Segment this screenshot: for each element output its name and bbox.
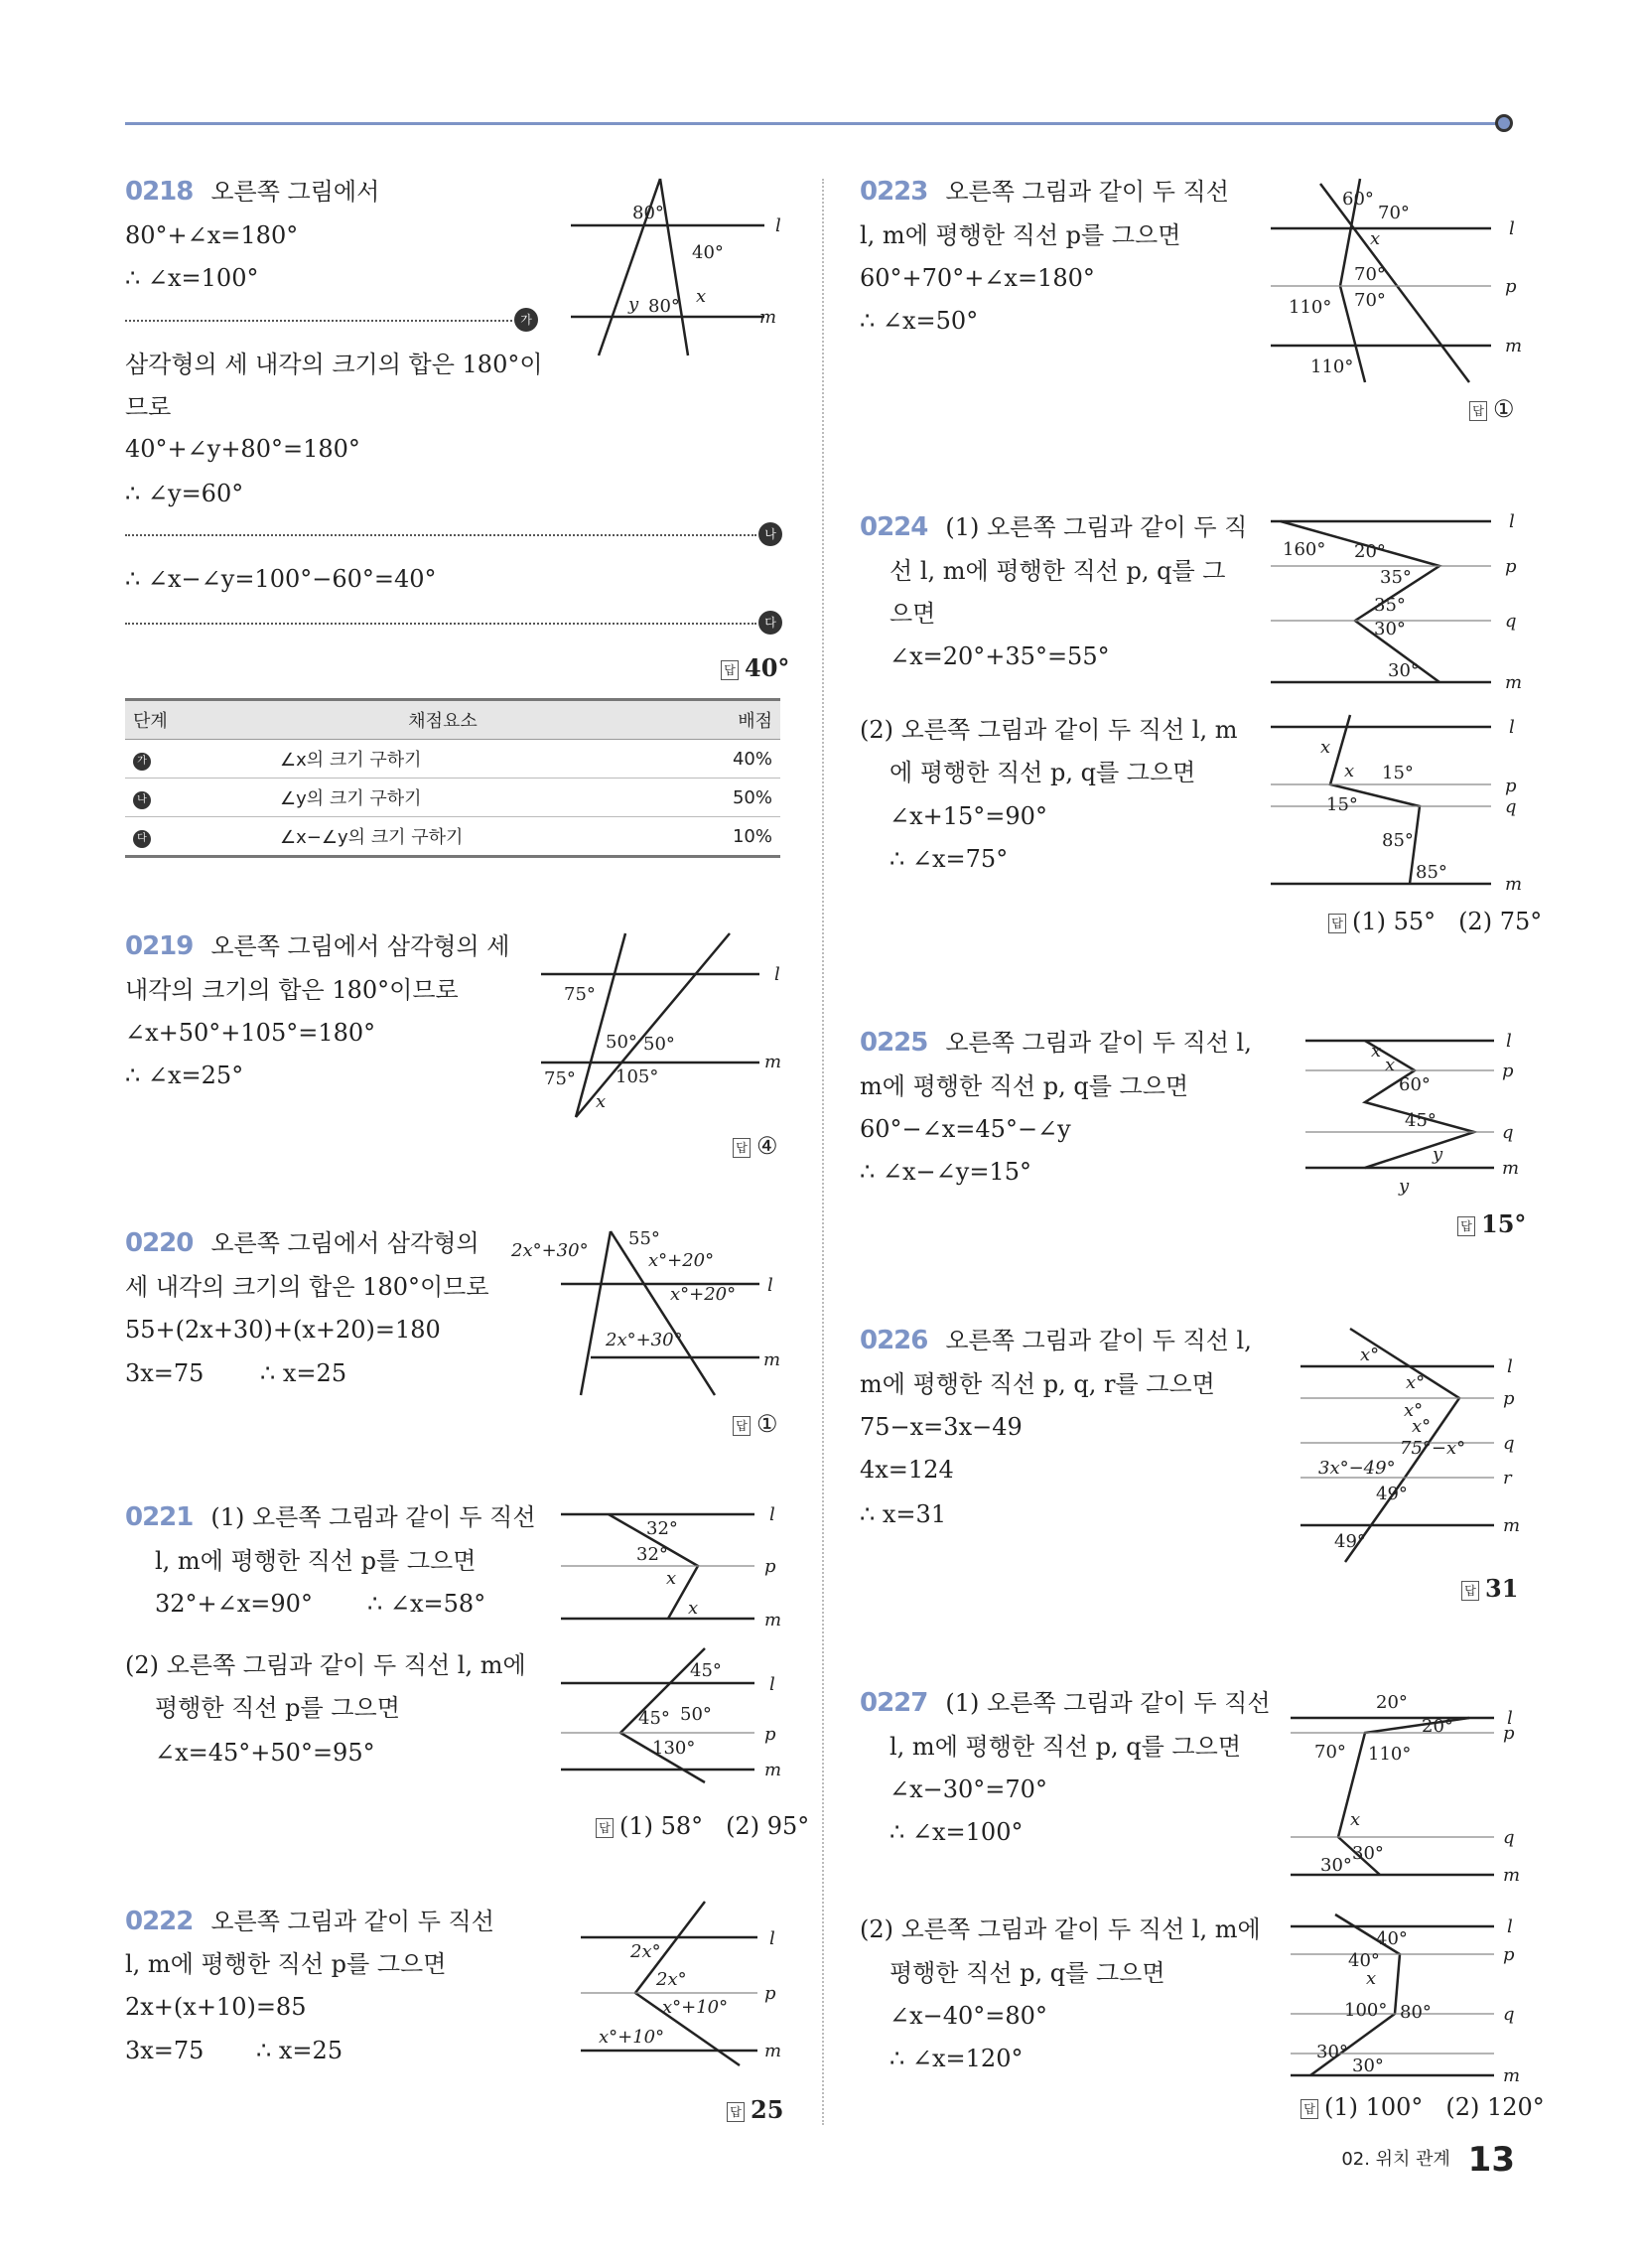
problem-0226-line-2: m에 평행한 직선 p, q, r를 그으면	[860, 1370, 1215, 1398]
problem-0224-line-5: (2) 오른쪽 그림과 같이 두 직선 l, m	[860, 716, 1238, 744]
label-32-b: 32°	[636, 1544, 668, 1565]
label-30-b: 30°	[1352, 1843, 1384, 1864]
label-m: m	[764, 1610, 782, 1630]
label-30-b: 30°	[1352, 2055, 1384, 2076]
problem-0222-line-3: 2x+(x+10)=85	[125, 1993, 307, 2021]
problem-0224-line-3: 으면	[889, 600, 936, 628]
problem-0227-line-1: 0227 (1) 오른쪽 그림과 같이 두 직선	[860, 1688, 1271, 1718]
label-80: 80°	[1400, 2002, 1432, 2023]
col-points: 배점	[675, 700, 780, 740]
problem-0218-line-2: 80°+∠x=180°	[125, 221, 299, 249]
chapter-label: 02. 위치 관계	[1341, 2149, 1450, 2170]
problem-0218-line-1: 0218 오른쪽 그림에서	[125, 177, 380, 207]
answer-0219: 답 ④	[733, 1132, 778, 1160]
problem-number: 0219	[125, 931, 194, 961]
label-15-a: 15°	[1382, 763, 1414, 783]
figure-0219	[536, 928, 794, 1122]
label-30-a: 30°	[1374, 619, 1406, 639]
label-x-2: x	[1344, 761, 1355, 781]
label-p: p	[764, 1556, 776, 1577]
label-m: m	[1503, 1865, 1521, 1886]
answer-0226: 답 31	[1461, 1574, 1518, 1603]
label-x-1: x°	[1360, 1345, 1380, 1365]
label-40: 40°	[692, 242, 724, 263]
answer-0218: 답 40°	[721, 653, 789, 682]
problem-0227-line-5: (2) 오른쪽 그림과 같이 두 직선 l, m에	[860, 1915, 1261, 1943]
label-70-b: 70°	[1354, 264, 1386, 285]
figure-0218	[561, 179, 799, 357]
label-45: 45°	[1405, 1110, 1437, 1131]
label-x: x	[696, 286, 707, 307]
column-separator	[822, 179, 824, 2125]
label-l: l	[1507, 1916, 1513, 1937]
label-x: x	[1350, 1809, 1361, 1830]
problem-0226-line-4: 4x=124	[860, 1456, 954, 1484]
problem-0221-line-1: 0221 (1) 오른쪽 그림과 같이 두 직선	[125, 1502, 536, 1532]
label-expr-3: x°+20°	[670, 1284, 737, 1305]
figure-0220	[511, 1226, 794, 1405]
label-80: 80°	[648, 296, 680, 317]
label-expr-2: 2x°	[656, 1969, 687, 1990]
problem-0226-line-5: ∴ x=31	[860, 1500, 947, 1528]
step-mark-da: 다	[758, 611, 782, 635]
figure-0221-2	[561, 1648, 799, 1782]
problem-number: 0220	[125, 1228, 194, 1258]
label-55: 55°	[628, 1228, 660, 1249]
label-l: l	[774, 964, 780, 985]
label-49-a: 49°	[1376, 1484, 1408, 1504]
label-45-b: 45°	[638, 1708, 670, 1729]
problem-0218-line-7: ∴ ∠y=60°	[125, 480, 244, 507]
problem-number: 0218	[125, 177, 194, 207]
label-m: m	[764, 1052, 782, 1072]
figure-0224-1	[1271, 511, 1534, 695]
top-rule-dot	[1495, 114, 1513, 132]
label-m: m	[1502, 1158, 1520, 1179]
answer-0223: 답 ①	[1469, 395, 1515, 423]
problem-0227-line-6: 평행한 직선 p, q를 그으면	[889, 1959, 1165, 1987]
problem-0227-line-4: ∴ ∠x=100°	[889, 1818, 1024, 1846]
label-20-a: 20°	[1376, 1692, 1408, 1713]
problem-0227-line-8: ∴ ∠x=120°	[889, 2045, 1024, 2072]
label-m: m	[763, 1349, 781, 1370]
label-110-a: 110°	[1289, 297, 1332, 318]
scoring-table	[125, 698, 780, 858]
label-x-4: x°	[1412, 1416, 1432, 1437]
top-rule	[125, 122, 1501, 125]
problem-0227-line-7: ∠x−40°=80°	[889, 2002, 1047, 2030]
label-x-2: x	[688, 1598, 699, 1619]
label-y-2: y	[1399, 1176, 1410, 1197]
label-70-a: 70°	[1378, 203, 1410, 223]
label-x: x	[1370, 228, 1381, 249]
problem-number: 0222	[125, 1907, 194, 1936]
problem-0219-line-4: ∴ ∠x=25°	[125, 1062, 244, 1089]
label-expr-1: 2x°+30°	[511, 1240, 589, 1261]
label-32-a: 32°	[646, 1518, 678, 1539]
label-m: m	[1503, 1515, 1521, 1536]
label-expr-4: 2x°+30°	[606, 1330, 683, 1350]
label-l: l	[1507, 1356, 1513, 1377]
step-mark-na: 나	[758, 522, 782, 546]
label-p: p	[1505, 776, 1517, 796]
label-q: q	[1505, 796, 1517, 817]
problem-0223-line-4: ∴ ∠x=50°	[860, 307, 979, 335]
label-q: q	[1503, 2004, 1515, 2025]
label-35-a: 35°	[1380, 567, 1412, 588]
label-35-b: 35°	[1374, 595, 1406, 616]
label-x: x	[596, 1091, 607, 1112]
label-70-c: 70°	[1354, 290, 1386, 311]
label-expr-4: x°+10°	[599, 2027, 665, 2048]
problem-0222-line-5: ∴ x=25	[256, 2037, 343, 2064]
problem-number: 0224	[860, 512, 928, 542]
problem-0225-line-2: m에 평행한 직선 p, q를 그으면	[860, 1072, 1189, 1100]
problem-0219-line-1: 0219 오른쪽 그림에서 삼각형의 세	[125, 931, 510, 961]
label-49-b: 49°	[1334, 1531, 1366, 1552]
label-m: m	[764, 1760, 782, 1780]
figure-0221-1	[561, 1504, 799, 1629]
problem-0227-line-3: ∠x−30°=70°	[889, 1775, 1047, 1803]
col-step: 단계	[125, 700, 210, 740]
label-75: 75°	[544, 1068, 576, 1089]
problem-0223-line-3: 60°+70°+∠x=180°	[860, 264, 1095, 292]
label-l: l	[775, 215, 781, 236]
label-p: p	[764, 1724, 776, 1745]
label-40-b: 40°	[1348, 1950, 1380, 1971]
problem-0226-line-3: 75−x=3x−49	[860, 1413, 1023, 1441]
label-x-1: x	[1371, 1041, 1382, 1062]
label-p: p	[1505, 556, 1517, 577]
table-row: 가 ∠x의 크기 구하기 40%	[125, 740, 780, 779]
step-mark-ga: 가	[514, 308, 538, 332]
divider	[125, 320, 512, 322]
label-105: 105°	[616, 1066, 659, 1087]
label-85-b: 85°	[1416, 862, 1447, 883]
label-x-2: x°	[1406, 1372, 1426, 1393]
problem-0224-line-2: 선 l, m에 평행한 직선 p, q를 그	[889, 557, 1226, 585]
problem-0221-line-6: 평행한 직선 p를 그으면	[155, 1694, 400, 1722]
label-y-1: y	[1433, 1144, 1443, 1165]
label-l: l	[767, 1275, 773, 1296]
problem-0220-line-5: ∴ x=25	[260, 1359, 347, 1387]
problem-0223-line-1: 0223 오른쪽 그림과 같이 두 직선	[860, 177, 1229, 207]
label-160: 160°	[1283, 539, 1326, 560]
problem-0219-line-3: ∠x+50°+105°=180°	[125, 1019, 376, 1047]
figure-0224-2	[1271, 715, 1534, 899]
label-x: x	[1366, 1968, 1377, 1989]
label-p: p	[1503, 1723, 1515, 1744]
label-60: 60°	[1399, 1074, 1431, 1095]
label-q: q	[1505, 611, 1517, 632]
problem-0220-line-1: 0220 오른쪽 그림에서 삼각형의	[125, 1228, 479, 1258]
label-75-top: 75°	[564, 984, 596, 1005]
label-50-a: 50°	[606, 1032, 637, 1053]
problem-number: 0225	[860, 1028, 928, 1058]
problem-0222-line-1: 0222 오른쪽 그림과 같이 두 직선	[125, 1907, 494, 1936]
problem-0223-line-2: l, m에 평행한 직선 p를 그으면	[860, 221, 1181, 249]
label-50-b: 50°	[643, 1034, 675, 1055]
label-50: 50°	[680, 1704, 712, 1725]
label-expr-2: 3x°−49°	[1318, 1458, 1396, 1479]
label-110-b: 110°	[1310, 356, 1354, 377]
divider	[125, 623, 756, 625]
figure-0225	[1305, 1031, 1539, 1205]
label-m: m	[1505, 672, 1523, 693]
label-m: m	[764, 2041, 782, 2061]
label-20: 20°	[1354, 541, 1386, 562]
label-m: m	[1505, 874, 1523, 895]
label-100: 100°	[1344, 2000, 1388, 2021]
figure-0222	[581, 1902, 794, 2065]
problem-0220-line-4: 3x=75	[125, 1359, 205, 1387]
label-expr-1: 75°−x°	[1400, 1438, 1466, 1459]
answer-0224: 답 (1) 55° (2) 75°	[1328, 908, 1542, 935]
problem-0224-line-7: ∠x+15°=90°	[889, 802, 1047, 830]
label-15-b: 15°	[1326, 794, 1358, 815]
label-110: 110°	[1368, 1744, 1412, 1765]
label-40-a: 40°	[1376, 1928, 1408, 1949]
answer-0227: 답 (1) 100° (2) 120°	[1300, 2093, 1545, 2121]
problem-0218-line-3: ∴ ∠x=100°	[125, 264, 259, 292]
problem-0221-line-4: ∴ ∠x=58°	[367, 1590, 486, 1618]
label-l: l	[769, 1674, 775, 1695]
problem-0218-line-6: 40°+∠y+80°=180°	[125, 435, 360, 463]
label-q: q	[1503, 1433, 1515, 1454]
label-l: l	[1507, 1708, 1513, 1729]
label-expr-2: x°+20°	[648, 1250, 715, 1271]
label-l: l	[1509, 218, 1515, 239]
problem-0224-line-4: ∠x=20°+35°=55°	[889, 642, 1110, 670]
problem-0218-line-5: 므로	[125, 393, 172, 421]
label-m: m	[1503, 2065, 1521, 2086]
problem-0221-line-3: 32°+∠x=90°	[155, 1590, 313, 1618]
answer-0222: 답 25	[727, 2095, 783, 2124]
problem-0224-line-1: 0224 (1) 오른쪽 그림과 같이 두 직	[860, 512, 1248, 542]
problem-0218-line-4: 삼각형의 세 내각의 크기의 합은 180°이	[125, 351, 543, 378]
label-q: q	[1503, 1827, 1515, 1848]
problem-0224-line-8: ∴ ∠x=75°	[889, 845, 1009, 873]
label-p: p	[1505, 276, 1517, 297]
label-x-3: x°	[1404, 1400, 1424, 1421]
problem-0219-line-2: 내각의 크기의 합은 180°이므로	[125, 976, 459, 1004]
problem-0225-line-1: 0225 오른쪽 그림과 같이 두 직선 l,	[860, 1028, 1252, 1058]
label-l: l	[1509, 511, 1515, 532]
problem-number: 0221	[125, 1502, 194, 1532]
label-x-1: x	[666, 1568, 677, 1589]
label-l: l	[769, 1928, 775, 1949]
label-l: l	[1506, 1031, 1512, 1052]
problem-0218-line-8: ∴ ∠x−∠y=100°−60°=40°	[125, 565, 437, 593]
problem-0222-line-2: l, m에 평행한 직선 p를 그으면	[125, 1950, 447, 1978]
problem-0221-line-5: (2) 오른쪽 그림과 같이 두 직선 l, m에	[125, 1651, 526, 1679]
problem-number: 0227	[860, 1688, 928, 1718]
label-x-2: x	[1385, 1055, 1396, 1075]
problem-0220-line-2: 세 내각의 크기의 합은 180°이므로	[125, 1273, 489, 1301]
label-20-b: 20°	[1422, 1716, 1453, 1737]
col-item: 채점요소	[210, 700, 675, 740]
label-x-1: x	[1320, 737, 1331, 758]
label-r: r	[1503, 1468, 1512, 1488]
label-expr-1: 2x°	[630, 1941, 661, 1962]
table-row: 다 ∠x−∠y의 크기 구하기 10%	[125, 817, 780, 857]
label-p: p	[764, 1983, 776, 2004]
label-60: 60°	[1342, 189, 1374, 210]
problem-0222-line-4: 3x=75	[125, 2037, 205, 2064]
page-footer	[1341, 2140, 1515, 2180]
figure-0227-2	[1291, 1914, 1539, 2086]
label-80-top: 80°	[632, 203, 664, 223]
label-y: y	[628, 294, 639, 315]
label-expr-3: x°+10°	[662, 1997, 729, 2018]
problem-number: 0223	[860, 177, 928, 207]
label-l: l	[1509, 717, 1515, 738]
label-85-a: 85°	[1382, 830, 1414, 851]
problem-0226-line-1: 0226 오른쪽 그림과 같이 두 직선 l,	[860, 1326, 1252, 1355]
answer-0225: 답 15°	[1457, 1209, 1526, 1238]
label-m: m	[759, 307, 777, 328]
label-30-b: 30°	[1388, 660, 1420, 681]
figure-0226	[1300, 1329, 1539, 1567]
page-number: 13	[1467, 2140, 1515, 2180]
label-l: l	[769, 1504, 775, 1525]
problem-0220-line-3: 55+(2x+30)+(x+20)=180	[125, 1316, 441, 1344]
problem-0224-line-6: 에 평행한 직선 p, q를 그으면	[889, 759, 1196, 786]
label-70: 70°	[1314, 1742, 1346, 1763]
label-p: p	[1503, 1944, 1515, 1965]
problem-0227-line-2: l, m에 평행한 직선 p, q를 그으면	[889, 1733, 1242, 1761]
table-row: 나 ∠y의 크기 구하기 50%	[125, 779, 780, 817]
label-30-a: 30°	[1320, 1855, 1352, 1876]
problem-0225-line-3: 60°−∠x=45°−∠y	[860, 1115, 1071, 1143]
problem-0221-line-7: ∠x=45°+50°=95°	[155, 1739, 375, 1767]
problem-number: 0226	[860, 1326, 928, 1355]
divider	[125, 534, 756, 536]
figure-0223	[1271, 179, 1534, 382]
label-130: 130°	[652, 1738, 696, 1759]
problem-0221-line-2: l, m에 평행한 직선 p를 그으면	[155, 1547, 477, 1575]
label-p: p	[1503, 1388, 1515, 1409]
label-30-a: 30°	[1316, 2042, 1348, 2062]
answer-0220: 답 ①	[733, 1410, 778, 1438]
figure-0227-1	[1291, 1688, 1539, 1886]
answer-0221: 답 (1) 58° (2) 95°	[596, 1812, 809, 1840]
label-m: m	[1505, 336, 1523, 356]
label-q: q	[1502, 1122, 1514, 1143]
label-p: p	[1502, 1061, 1514, 1081]
problem-0225-line-4: ∴ ∠x−∠y=15°	[860, 1158, 1031, 1186]
label-45-a: 45°	[690, 1660, 722, 1681]
